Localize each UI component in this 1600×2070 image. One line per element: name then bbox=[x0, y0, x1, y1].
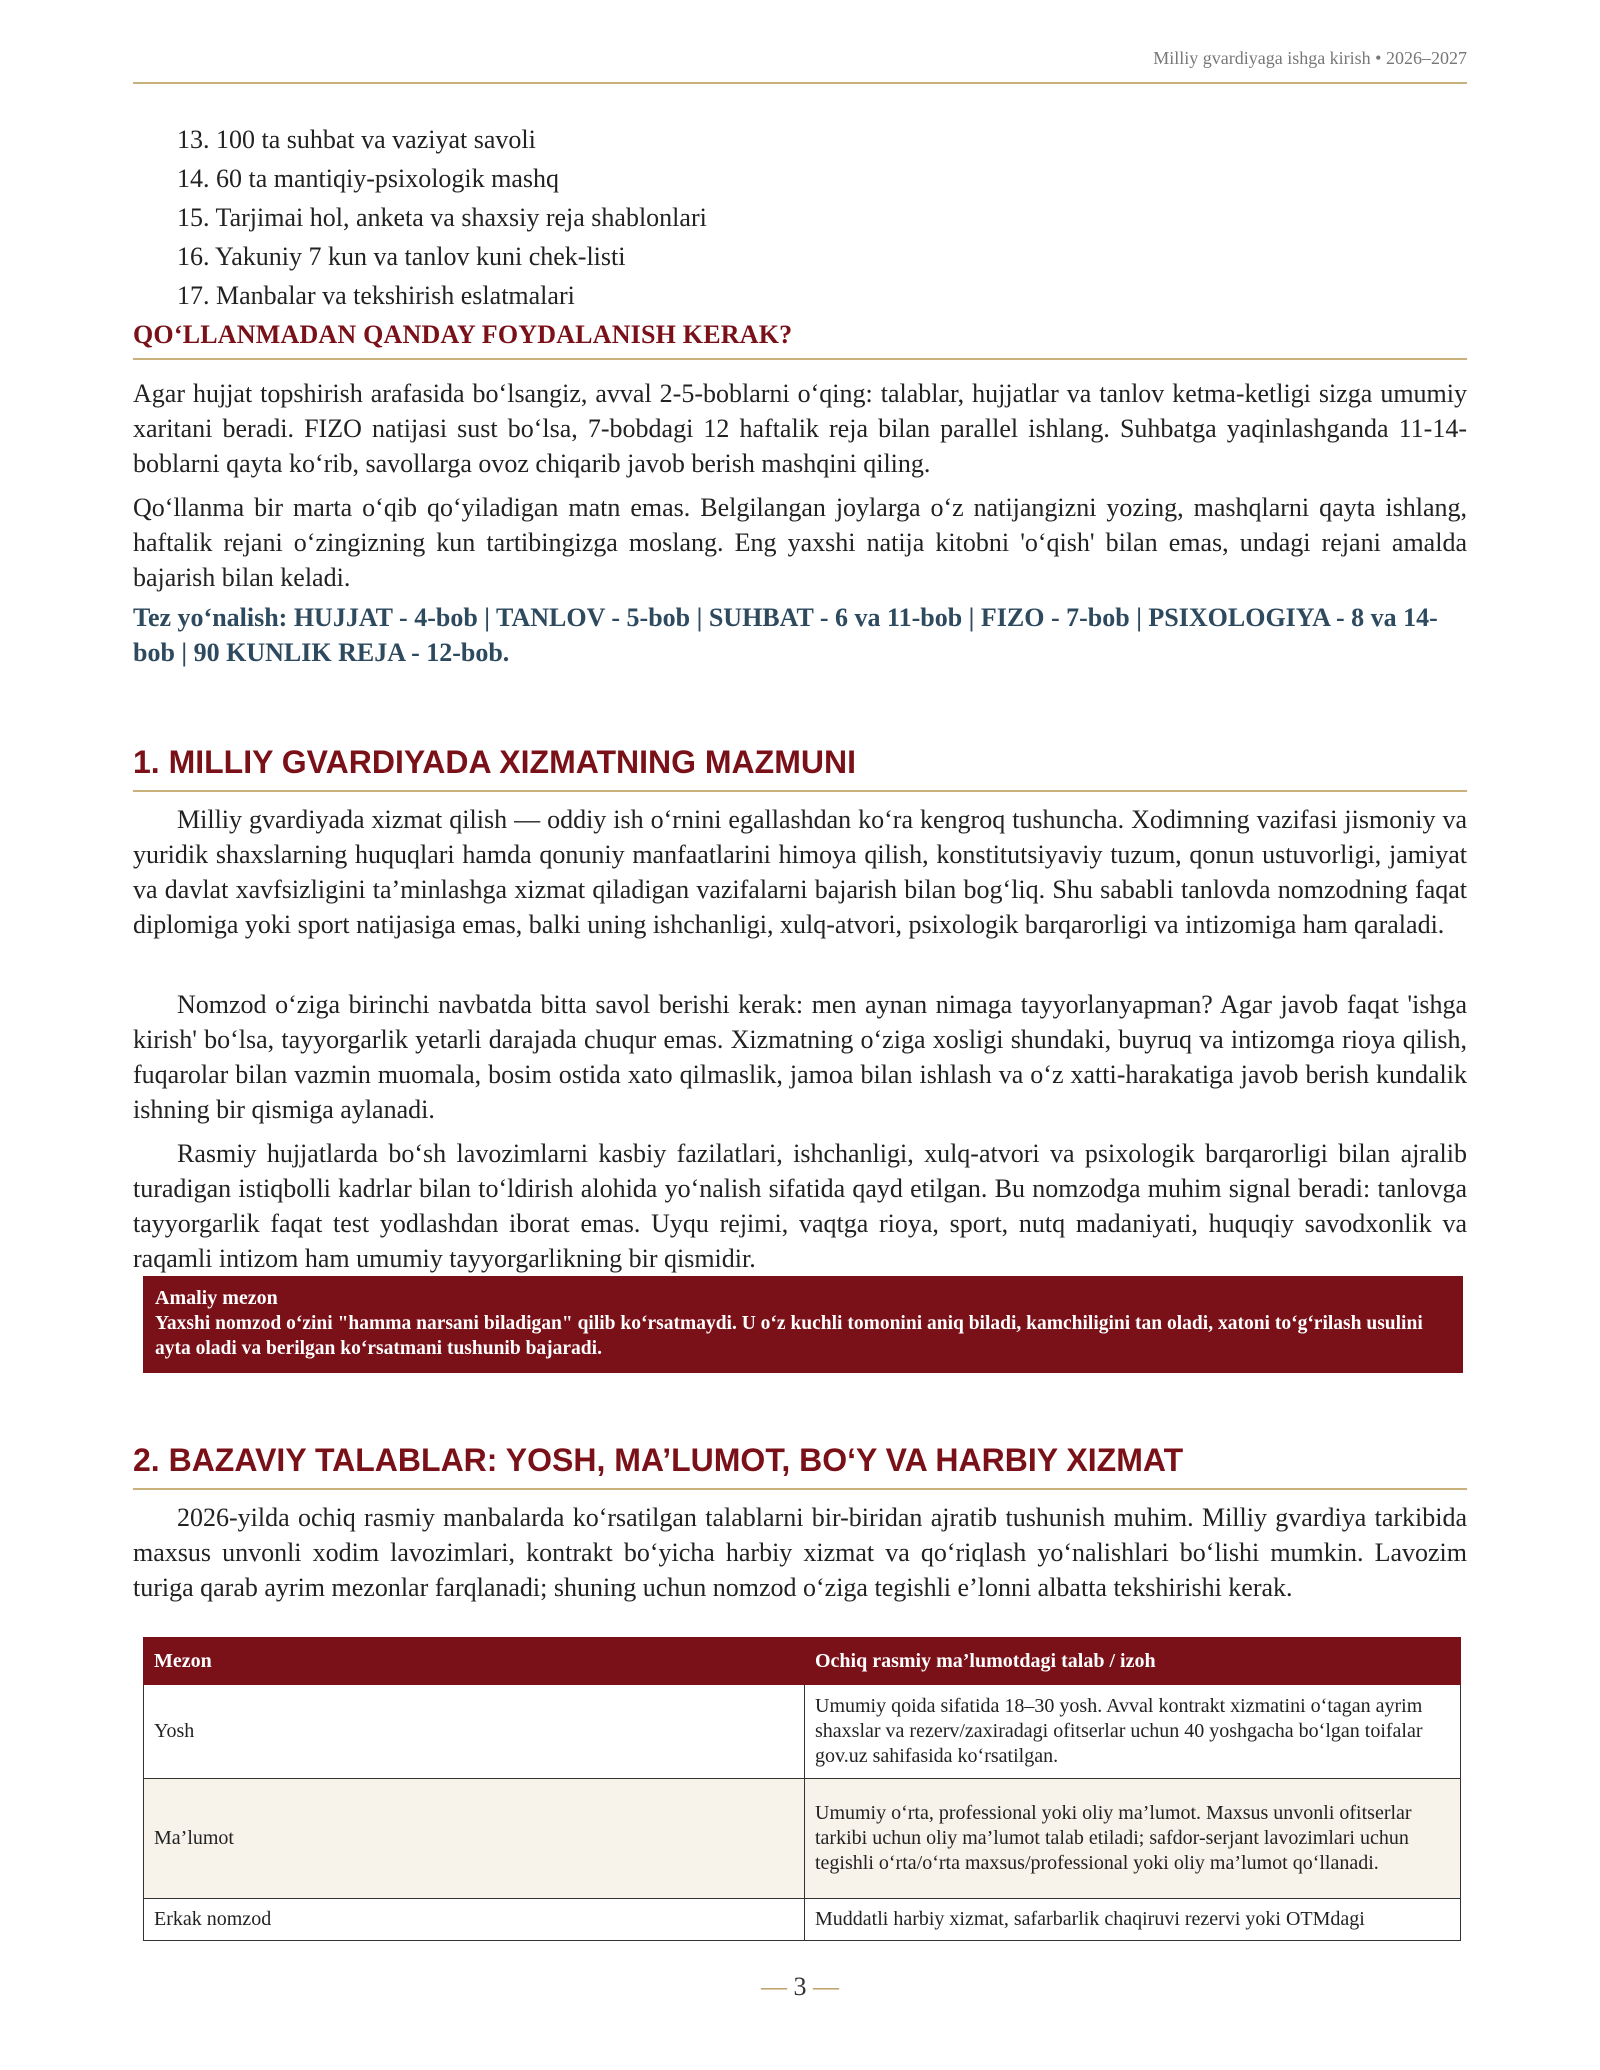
page-number bbox=[133, 1972, 1467, 2002]
page-number-dash: — bbox=[761, 1972, 794, 2001]
table-header-row bbox=[144, 1638, 1461, 1685]
toc-item: 14. 60 ta mantiqiy-psixologik mashq bbox=[177, 164, 560, 193]
section-1-paragraph: Nomzod o‘ziga birinchi navbatda bitta savol berishi kerak: men aynan nimaga tayyorlanyapman? Agar javob faqat 'ishga kirish' bo‘lsa, tayyorgarlik yetarli darajada chuqur emas. Xizmatning o‘ziga xosligi shundaki, buyruq va intizomga rioya qilish, fuqarolar bilan vazmin muomala, bosim ostida xato qilmaslik, jamoa bilan ishlash va o‘z xatti-harakatiga javob berish kundalik ishning bir qismiga aylanadi. bbox=[133, 990, 1467, 1124]
how-to-paragraph: Agar hujjat topshirish arafasida bo‘lsangiz, avval 2-5-boblarni o‘qing: talablar, hujjatlar va tanlov ketma-ketligi sizga umumiy xaritani beradi. FIZO natijasi sust bo‘lsa, 7-bobdagi 12 haftalik reja bilan parallel ishlang. Suhbatga yaqinlashganda 11-14-boblarni qayta ko‘rib, savollarga ovoz chiqarib javob berish mashqini qiling. bbox=[133, 379, 1467, 478]
how-to-rule bbox=[133, 358, 1467, 360]
section-1-rule bbox=[133, 790, 1467, 792]
column-header: Ochiq rasmiy ma’lumotdagi talab / izoh bbox=[805, 1638, 1461, 1685]
toc-item: 15. Tarjimai hol, anketa va shaxsiy reja shablonlari bbox=[177, 203, 707, 232]
running-header: Milliy gvardiyaga ishga kirish • 2026–2027 bbox=[1153, 48, 1467, 68]
section-1-paragraph: Rasmiy hujjatlarda bo‘sh lavozimlarni kasbiy fazilatlari, ishchanligi, xulq-atvori va psixologik barqarorligi bilan ajralib turadigan istiqbolli kadrlar bilan to‘ldirish alohida yo‘nalish sifatida qayd etilgan. Bu nomzodga muhim signal beradi: tanlovga tayyorgarlik faqat test yodlashdan iborat emas. Uyqu rejimi, vaqtga rioya, sport, nutq madaniyati, huquqiy savodxonlik va raqamli intizom ham umumiy tayyorgarlikning bir qismidir. bbox=[133, 1139, 1467, 1273]
requirement-cell: Muddatli harbiy xizmat, safarbarlik chaqiruvi rezervi yoki OTMdagi bbox=[805, 1899, 1461, 1941]
page-number-dash: — bbox=[806, 1972, 839, 2001]
callout-title: Amaliy mezon bbox=[155, 1287, 278, 1309]
practical-criterion-callout bbox=[143, 1276, 1463, 1373]
section-1-title: 1. MILLIY GVARDIYADA XIZMATNING MAZMUNI bbox=[133, 744, 856, 780]
section-2-rule bbox=[133, 1488, 1467, 1490]
table-of-contents bbox=[177, 120, 707, 315]
toc-item: 13. 100 ta suhbat va vaziyat savoli bbox=[177, 125, 536, 154]
column-header: Mezon bbox=[144, 1638, 805, 1685]
how-to-heading: QO‘LLANMADAN QANDAY FOYDALANISH KERAK? bbox=[133, 320, 793, 349]
table-row bbox=[144, 1899, 1461, 1941]
section-2-paragraph: 2026-yilda ochiq rasmiy manbalarda ko‘rsatilgan talablarni bir-biridan ajratib tushunish muhim. Milliy gvardiya tarkibida maxsus unvonli xodim lavozimlari, kontrakt bo‘yicha harbiy xizmat va qo‘riqlash yo‘nalishlari bo‘lishi mumkin. Lavozim turiga qarab ayrim mezonlar farqlanadi; shuning uchun nomzod o‘ziga tegishli e’lonni albatta tekshirishi kerak. bbox=[133, 1503, 1467, 1602]
toc-item: 17. Manbalar va tekshirish eslatmalari bbox=[177, 281, 575, 310]
callout-body: Yaxshi nomzod o‘zini "hamma narsani biladigan" qilib ko‘rsatmaydi. U o‘z kuchli tomonini aniq biladi, kamchiligini tan oladi, xatoni to‘g‘rilash usulini ayta oladi va berilgan ko‘rsatmani tushunib bajaradi. bbox=[155, 1313, 1423, 1359]
page-number-value: 3 bbox=[793, 1972, 807, 2001]
requirement-cell: Umumiy o‘rta, professional yoki oliy ma’lumot. Maxsus unvonli ofitserlar tarkibi uchun oliy ma’lumot talab etiladi; safdor-serjant lavozimlari uchun tegishli o‘rta/o‘rta maxsus/professional yoki oliy ma’lumot qo‘llanadi. bbox=[805, 1779, 1461, 1899]
toc-item: 16. Yakuniy 7 kun va tanlov kuni chek-listi bbox=[177, 242, 626, 271]
header-rule bbox=[133, 82, 1467, 84]
quick-navigation: Tez yo‘nalish: HUJJAT - 4-bob | TANLOV - 5-bob | SUHBAT - 6 va 11-bob | FIZO - 7-bob | PSIXOLOGIYA - 8 va 14-bob | 90 KUNLIK REJA - 12-bob. bbox=[133, 603, 1438, 667]
section-2-title: 2. BAZAVIY TALABLAR: YOSH, MA’LUMOT, BO‘Y VA HARBIY XIZMAT bbox=[133, 1442, 1184, 1478]
requirement-cell: Umumiy qoida sifatida 18–30 yosh. Avval kontrakt xizmatini o‘tagan ayrim shaxslar va rezerv/zaxiradagi ofitserlar uchun 40 yoshgacha bo‘lgan toifalar gov.uz sahifasida ko‘rsatilgan. bbox=[805, 1685, 1461, 1779]
section-1-paragraph: Milliy gvardiyada xizmat qilish — oddiy ish o‘rnini egallashdan ko‘ra kengroq tushuncha. Xodimning vazifasi jismoniy va yuridik shaxslarning huquqlari hamda qonuniy manfaatlarini himoya qilish, konstitutsiyaviy tuzum, qonun ustuvorligi, jamiyat va davlat xavfsizligini ta’minlashga xizmat qiladigan vazifalarni bajarish bilan bog‘liq. Shu sababli tanlovda nomzodning faqat diplomiga yoki sport natijasiga emas, balki uning ishchanligi, xulq-atvori, psixologik barqarorligi va intizomiga ham qaraladi. bbox=[133, 805, 1467, 939]
criterion-cell: Yosh bbox=[144, 1685, 805, 1779]
table-row bbox=[144, 1779, 1461, 1899]
criterion-cell: Erkak nomzod bbox=[144, 1899, 805, 1941]
table-row bbox=[144, 1685, 1461, 1779]
criterion-cell: Ma’lumot bbox=[144, 1779, 805, 1899]
how-to-paragraph: Qo‘llanma bir marta o‘qib qo‘yiladigan matn emas. Belgilangan joylarga o‘z natijangizni yozing, mashqlarni qayta ishlang, haftalik rejani o‘zingizning kun tartibingizga moslang. Eng yaxshi natija kitobni 'o‘qish' bilan emas, undagi rejani amalda bajarish bilan keladi. bbox=[133, 493, 1467, 592]
requirements-table bbox=[143, 1637, 1461, 1941]
